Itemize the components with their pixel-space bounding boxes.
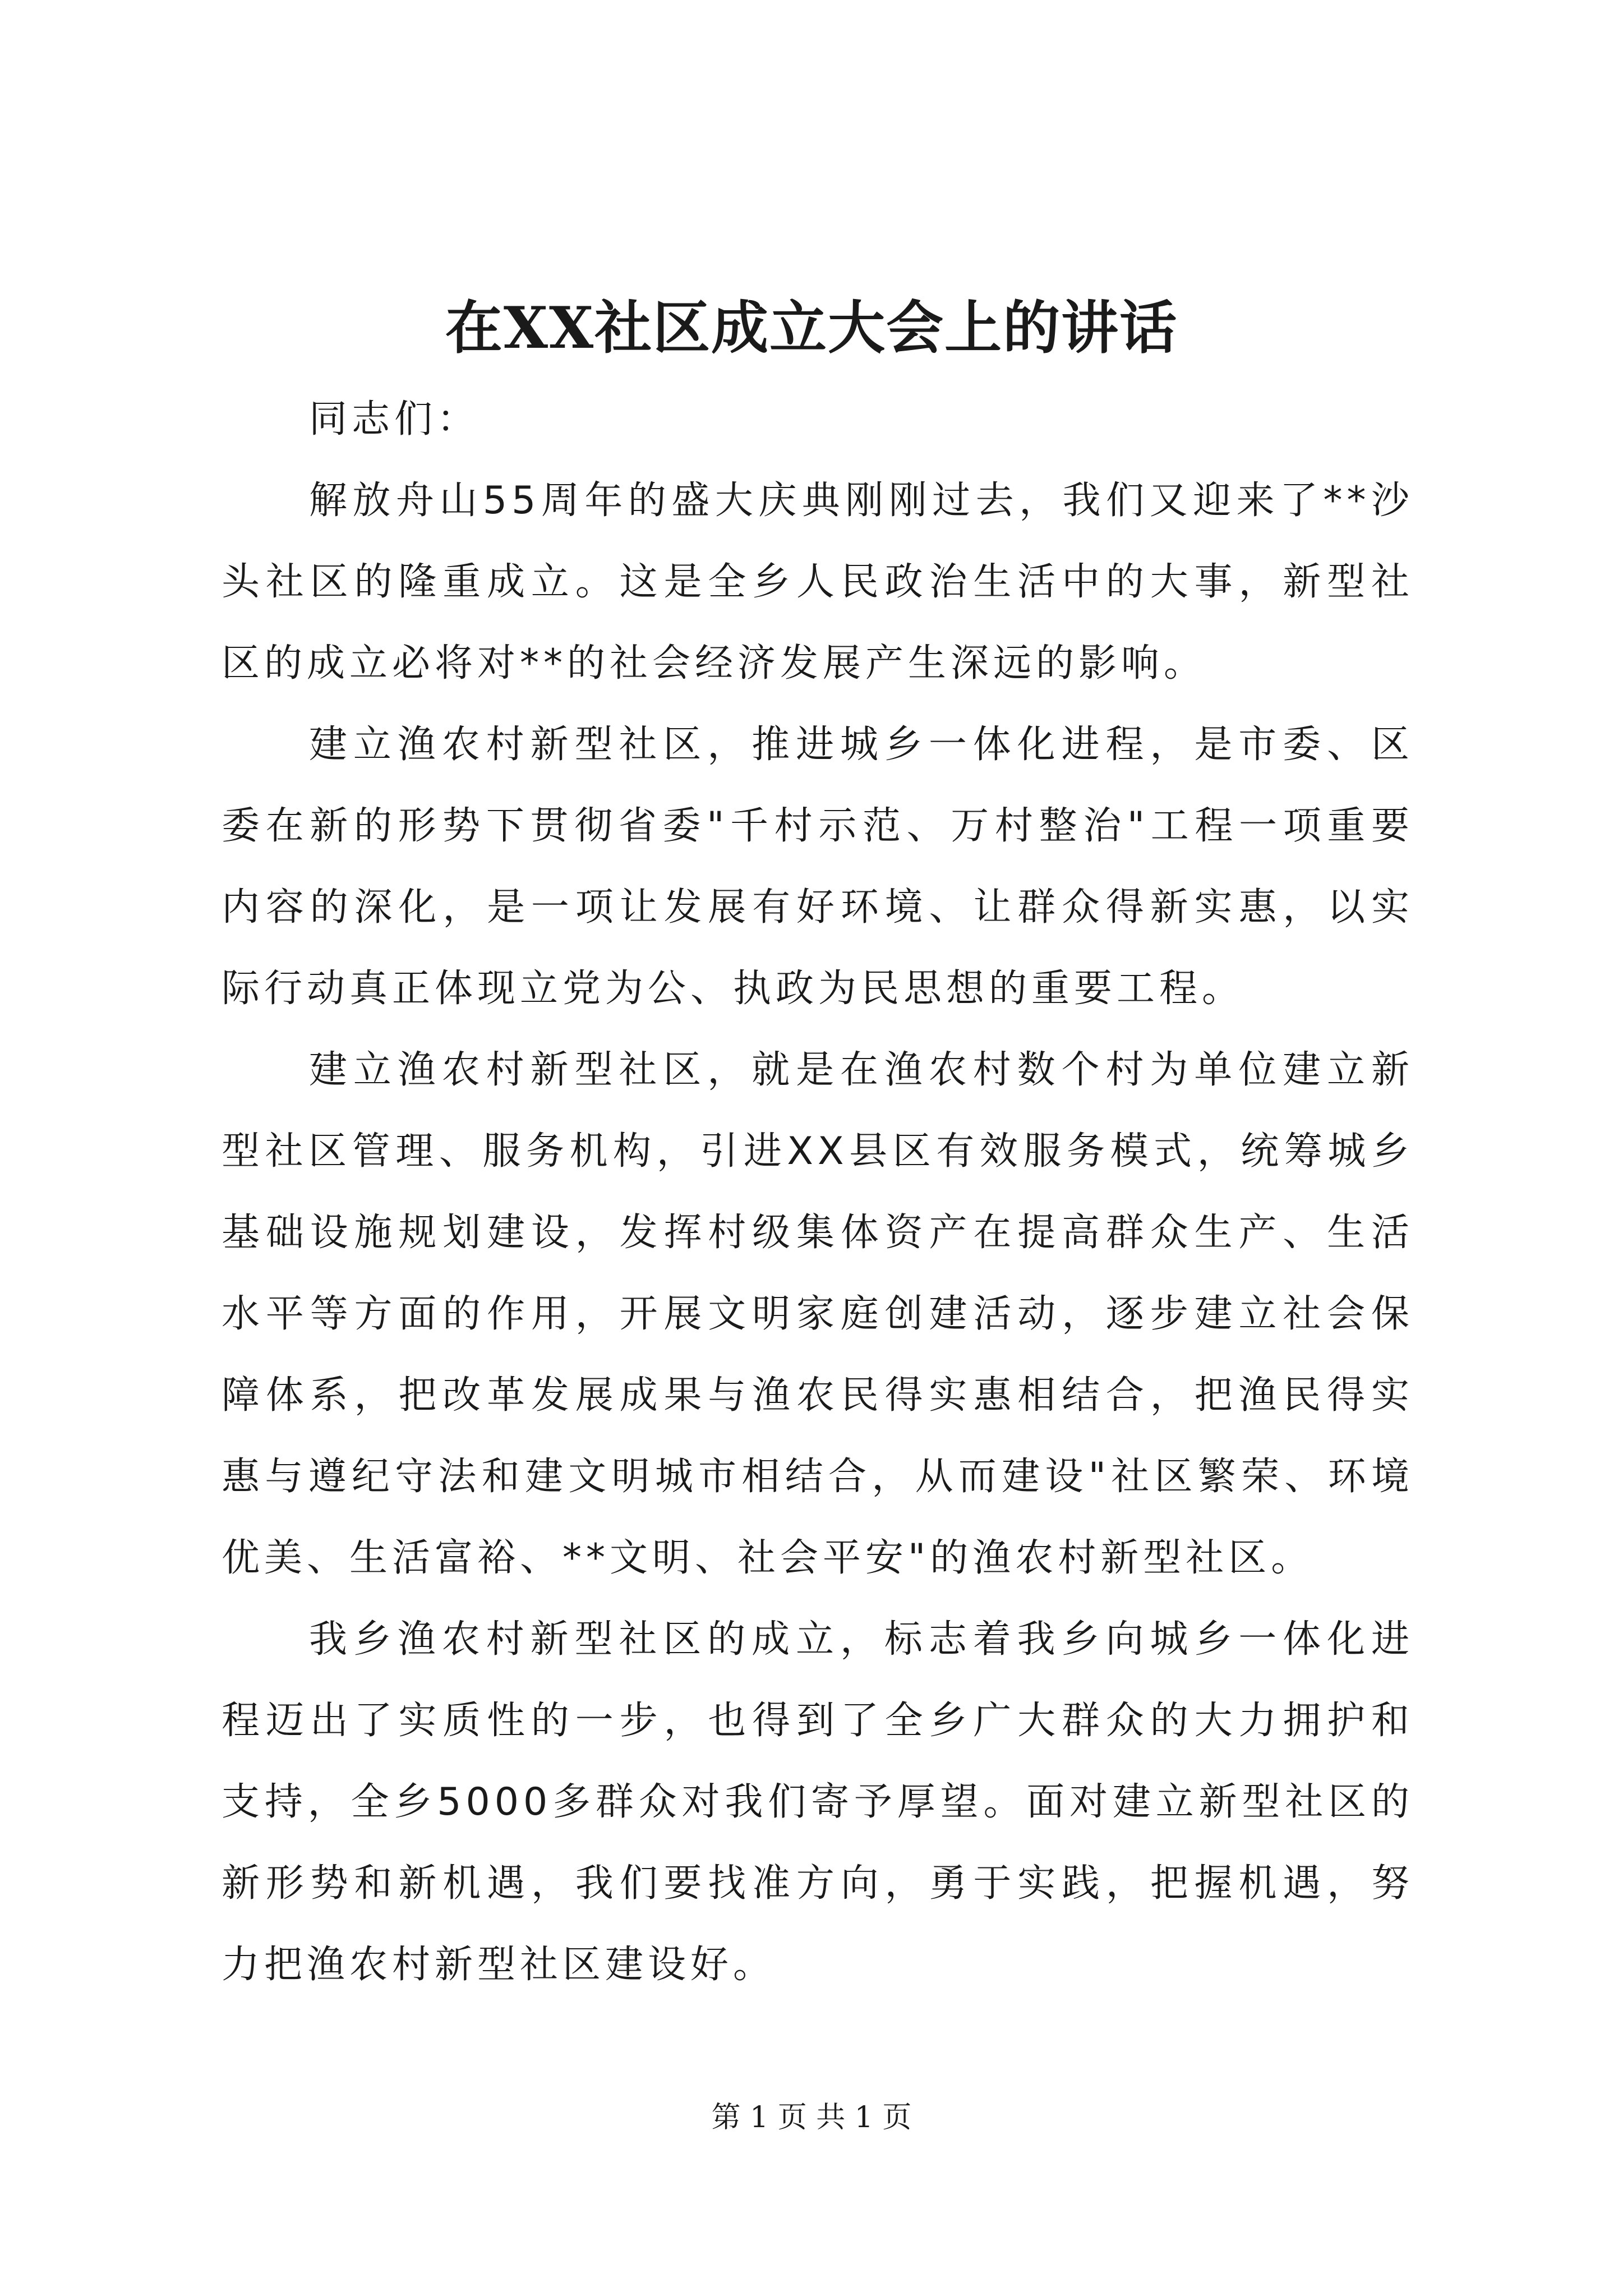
document-title: 在XX社区成立大会上的讲话 <box>445 295 1178 362</box>
paragraph-4: 我乡渔农村新型社区的成立，标志着我乡向城乡一体化进程迈出了实质性的一步，也得到了全乡广大群众的大力拥护和支持，全乡5000多群众对我们寄予厚望。面对建立新型社区的新形势和新机遇，我们要找准方向，勇于实践，把握机遇，努力把渔农村新型社区建设好。 <box>222 1617 1414 1987</box>
page-footer: 第 1 页 共 1 页 <box>711 2101 912 2134</box>
paragraph-1: 解放舟山55周年的盛大庆典刚刚过去，我们又迎来了**沙头社区的隆重成立。这是全乡人民政治生活中的大事，新型社区的成立必将对**的社会经济发展产生深远的影响。 <box>222 478 1414 685</box>
document-body <box>222 379 1414 2005</box>
paragraph-3: 建立渔农村新型社区，就是在渔农村数个村为单位建立新型社区管理、服务机构，引进XX县区有效服务模式，统筹城乡基础设施规划建设，发挥村级集体资产在提高群众生产、生活水平等方面的作用，开展文明家庭创建活动，逐步建立社会保障体系，把改革发展成果与渔农民得实惠相结合，把渔民得实惠与遵纪守法和建文明城市相结合，从而建设"社区繁荣、环境优美、生活富裕、**文明、社会平安"的渔农村新型社区。 <box>222 1048 1414 1580</box>
salutation: 同志们： <box>309 397 480 441</box>
paragraph-2: 建立渔农村新型社区，推进城乡一体化进程，是市委、区委在新的形势下贯彻省委"千村示范、万村整治"工程一项重要内容的深化，是一项让发展有好环境、让群众得新实惠，以实际行动真正体现立党为公、执政为民思想的重要工程。 <box>222 723 1414 1011</box>
